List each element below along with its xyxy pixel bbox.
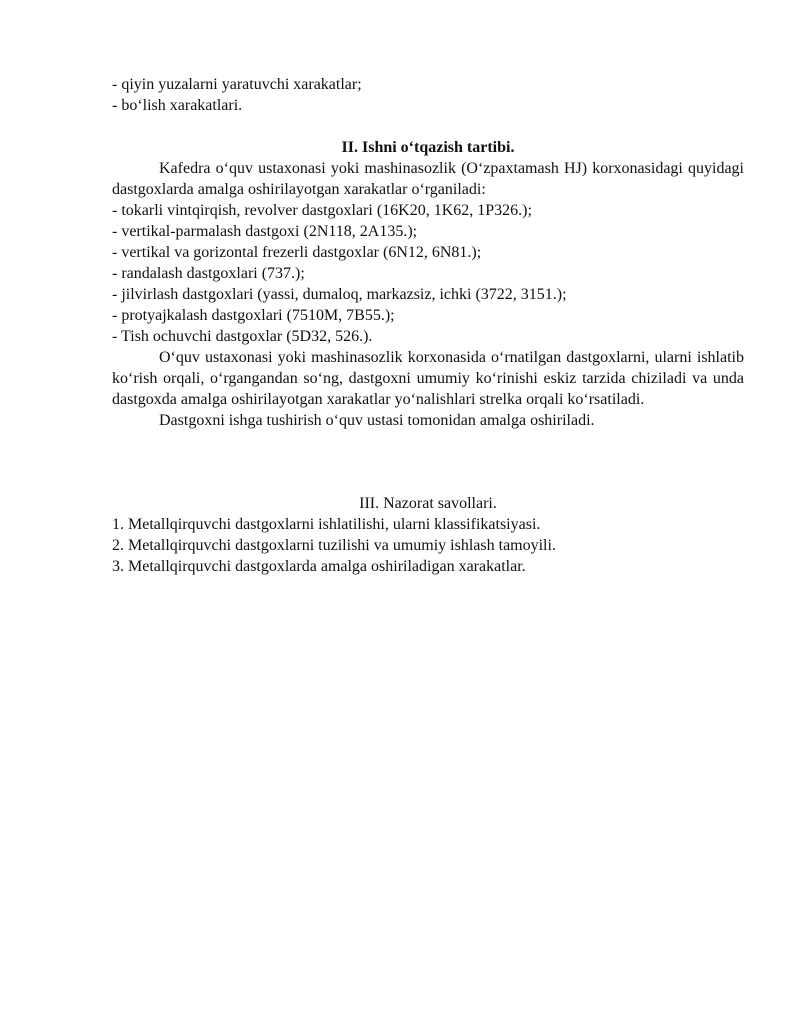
machine-list bbox=[112, 200, 744, 347]
document-body bbox=[112, 74, 744, 577]
intro-list bbox=[112, 74, 744, 116]
list-item: - tokarli vintqirqish, revolver dastgoxlari (16K20, 1K62, 1P326.); bbox=[112, 202, 532, 219]
list-item: - Tish ochuvchi dastgoxlar (5D32, 526.). bbox=[112, 328, 373, 345]
list-item: - bo‘lish xarakatlari. bbox=[112, 97, 243, 114]
list-item: - randalash dastgoxlari (737.); bbox=[112, 265, 305, 282]
list-item: 2. Metallqirquvchi dastgoxlarni tuzilishi va umumiy ishlash tamoyili. bbox=[112, 537, 556, 554]
list-item: 3. Metallqirquvchi dastgoxlarda amalga oshiriladigan xarakatlar. bbox=[112, 558, 526, 575]
questions-list bbox=[112, 514, 744, 577]
procedure-intro-paragraph: Kafedra o‘quv ustaxonasi yoki mashinasozlik (O‘zpaxtamash HJ) korxonasidagi quyidagi dastgoxlarda amalga oshirilayotgan xarakatlar o‘rganiladi: bbox=[112, 160, 744, 198]
procedure-startup-paragraph: Dastgoxni ishga tushirish o‘quv ustasi tomonidan amalga oshiriladi. bbox=[159, 412, 595, 429]
section-title-procedure: II. Ishni o‘tqazish tartibi. bbox=[341, 139, 515, 156]
list-item: 1. Metallqirquvchi dastgoxlarni ishlatilishi, ularni klassifikatsiyasi. bbox=[112, 516, 541, 533]
list-item: - qiyin yuzalarni yaratuvchi xarakatlar; bbox=[112, 76, 362, 93]
section-title-questions: III. Nazorat savollari. bbox=[359, 495, 497, 512]
list-item: - vertikal va gorizontal frezerli dastgoxlar (6N12, 6N81.); bbox=[112, 244, 482, 261]
list-item: - jilvirlash dastgoxlari (yassi, dumaloq, markazsiz, ichki (3722, 3151.); bbox=[112, 286, 567, 303]
list-item: - vertikal-parmalash dastgoxi (2N118, 2A135.); bbox=[112, 223, 418, 240]
list-item: - protyajkalash dastgoxlari (7510M, 7B55.); bbox=[112, 307, 395, 324]
procedure-study-paragraph: O‘quv ustaxonasi yoki mashinasozlik korxonasida o‘rnatilgan dastgoxlarni, ularni ishlatib ko‘rish orqali, o‘rgangandan so‘ng, dastgoxni umumiy ko‘rinishi eskiz tarzida chiziladi va unda dastgoxda amalga oshirilayotgan xarakatlar yo‘nalishlari strelka orqali ko‘rsatiladi. bbox=[112, 349, 744, 408]
